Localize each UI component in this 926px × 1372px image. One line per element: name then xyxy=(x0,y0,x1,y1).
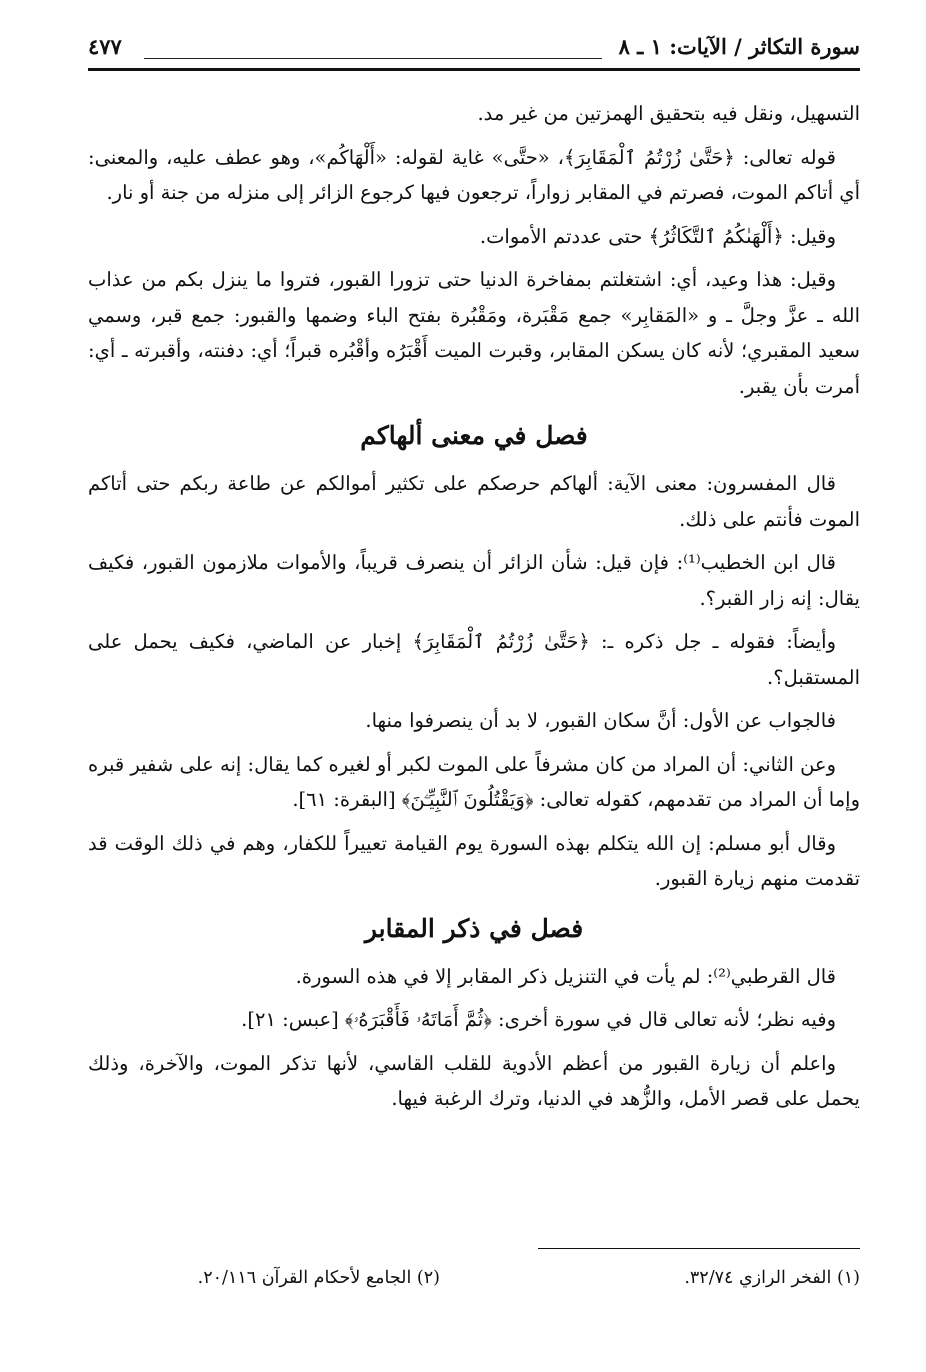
page-body xyxy=(88,96,860,1125)
paragraph: قوله تعالى: ﴿حَتَّىٰ زُرْتُمُ ٱلْمَقَابِرَ﴾، «حتَّى» غاية لقوله: «أَلْهَاكُم»، وهو عطف عليه، والمعنى: أي أتاكم الموت، فصرتم في المقابر زواراً، ترجعون فيها كرجوع الزائر إلى منزله من جنة أو نار. xyxy=(88,145,860,204)
paragraph: وقيل: هذا وعيد، أي: اشتغلتم بمفاخرة الدنيا حتى تزورا القبور، فتروا ما ينزل بكم من عذاب الله ـ عزَّ وجلَّ ـ و «المَقابِر» جمع مَقْبَرة، ومَقْبُرة بفتح الباء وضمها والقبور: جمع قبر، وسمي سعيد المقبري؛ لأنه كان يسكن المقابر، وقبرت الميت أَقْبَرُه وأقْبُره قبراً؛ أي: دفنته، وأقبرته ـ أي: أمرت بأن يقبر. xyxy=(88,268,860,398)
paragraph: وفيه نظر؛ لأنه تعالى قال في سورة أخرى: ﴿ثُمَّ أَمَاتَهُۥ فَأَقْبَرَهُۥ﴾ [عبس: ٢١]. xyxy=(241,1008,836,1031)
page-number: ٤٧٧ xyxy=(88,34,122,59)
footnote-1: (١) الفخر الرازي ٣٢/٧٤. xyxy=(684,1268,860,1288)
paragraph: قال القرطبي⁽²⁾: لم يأت في التنزيل ذكر المقابر إلا في هذه السورة. xyxy=(295,964,836,988)
paragraph: واعلم أن زيارة القبور من أعظم الأدوية للقلب القاسي، لأنها تذكر الموت، والآخرة، وذلك يحمل على قصر الأمل، والزُّهد في الدنيا، وترك الرغبة فيها. xyxy=(88,1051,860,1110)
running-header xyxy=(88,24,860,68)
section-heading: فصل في ذكر المقابر xyxy=(364,913,584,943)
paragraph: فالجواب عن الأول: أنَّ سكان القبور، لا بد أن ينصرفوا منها. xyxy=(365,709,836,732)
footnote-separator xyxy=(538,1248,860,1249)
paragraph: قال ابن الخطيب⁽¹⁾: فإن قيل: شأن الزائر أن ينصرف قريباً، والأموات ملازمون القبور، فكيف يقال: إنه زار القبر؟. xyxy=(88,551,860,610)
surah-title: سورة التكاثر / الآيات: ١ ـ ٨ xyxy=(618,34,860,59)
header-rule xyxy=(88,68,860,71)
paragraph: وعن الثاني: أن المراد من كان مشرفاً على الموت لكبر أو لغيره كما يقال: إنه على شفير قبره وإما أن المراد من تقدمهم، كقوله تعالى: ﴿وَيَقْتُلُونَ ٱلنَّبِيِّـۧنَ﴾ [البقرة: ٦١]. xyxy=(88,752,860,811)
header-leader-line xyxy=(144,58,602,59)
paragraph: وقال أبو مسلم: إن الله يتكلم بهذه السورة يوم القيامة تعييراً للكفار، وهم في ذلك الوقت قد تقدمت منهم زيارة القبور. xyxy=(88,831,860,890)
paragraph: وأيضاً: فقوله ـ جل ذكره ـ: ﴿حَتَّىٰ زُرْتُمُ ٱلْمَقَابِرَ﴾ إخبار عن الماضي، فكيف يحمل على المستقبل؟. xyxy=(88,630,860,689)
footnote-2: (٢) الجامع لأحكام القرآن ٢٠/١١٦. xyxy=(197,1268,440,1288)
paragraph: التسهيل، ونقل فيه بتحقيق الهمزتين من غير مد. xyxy=(477,102,860,125)
paragraph: قال المفسرون: معنى الآية: ألهاكم حرصكم على تكثير أموالكم عن طاعة ربكم حتى أتاكم الموت فأنتم على ذلك. xyxy=(88,472,860,531)
section-heading: فصل في معنى ألهاكم xyxy=(360,421,588,450)
paragraph: وقيل: ﴿أَلْهَىٰكُمُ ٱلتَّكَاثُرُ﴾ حتى عددتم الأموات. xyxy=(479,224,836,248)
